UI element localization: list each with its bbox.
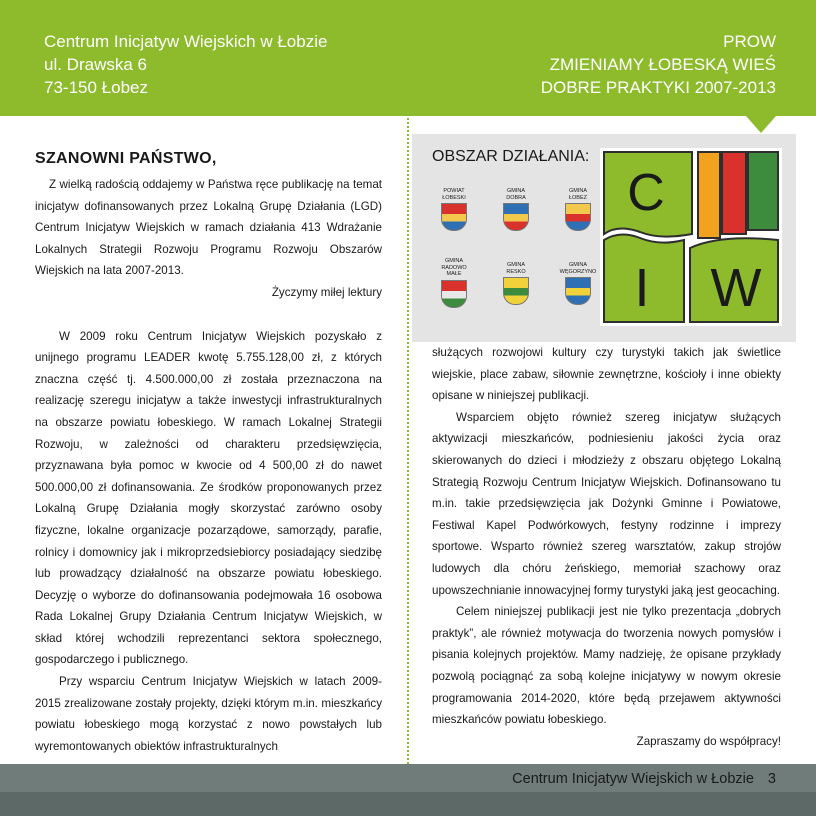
municipality-crest bbox=[550, 262, 606, 305]
paragraph-gap bbox=[35, 304, 382, 326]
page-footer bbox=[0, 764, 816, 816]
crest-label: RADOWO bbox=[441, 264, 467, 271]
crest-label: ŁOBEZ bbox=[568, 194, 588, 201]
publication-heading: ZMIENIAMY ŁOBESKĄ WIEŚ bbox=[549, 55, 776, 74]
logo-stripe-green bbox=[748, 152, 778, 230]
coat-of-arms-icon bbox=[565, 203, 591, 231]
publication-subheading: DOBRE PRAKTYKI 2007-2013 bbox=[540, 78, 776, 97]
postal-code-city: 73-150 Łobez bbox=[44, 78, 148, 97]
header-arrow-decoration bbox=[746, 116, 776, 133]
footer-strip bbox=[0, 792, 816, 816]
crest-label: WĘGORZYNO bbox=[559, 268, 597, 275]
ciw-logo bbox=[600, 148, 782, 326]
municipality-crest bbox=[488, 262, 544, 305]
program-name: PROW bbox=[723, 32, 776, 51]
logo-letter-i: I bbox=[634, 258, 650, 318]
crest-label: MAŁE bbox=[446, 271, 462, 278]
coat-of-arms-icon bbox=[565, 277, 591, 305]
column-divider bbox=[407, 118, 409, 764]
street-address: ul. Drawska 6 bbox=[44, 55, 147, 74]
projects-paragraph: Przy wsparciu Centrum Inicjatyw Wiejskich w latach 2009-2015 zrealizowane zostały projekty, dzięki którym m.in. mieszkańcy powiatu łobeskiego mogą korzystać z nowo powstałych lub wyremontowanych obiektów infrastrukturalnych bbox=[35, 675, 382, 753]
logo-letter-c: C bbox=[627, 164, 665, 222]
crest-label: POWIAT bbox=[443, 188, 465, 194]
crest-label: DOBRA bbox=[506, 194, 526, 201]
footer-organization: Centrum Inicjatyw Wiejskich w Łobzie bbox=[512, 771, 754, 787]
page-header bbox=[0, 0, 816, 116]
continued-paragraph: służących rozwojowi kultury czy turystyki takich jak świetlice wiejskie, place zabaw, siłownie zewnętrzne, kościoły i inne obiekty opisane w niniejszej publikacji. bbox=[432, 346, 781, 403]
municipality-crests-grid bbox=[422, 188, 608, 338]
municipality-crest bbox=[426, 188, 482, 231]
coat-of-arms-icon bbox=[441, 203, 467, 231]
page-number: 3 bbox=[767, 771, 776, 787]
right-column bbox=[432, 342, 781, 752]
closing-line: Zapraszamy do współpracy! bbox=[636, 734, 781, 748]
publication-title bbox=[541, 30, 776, 99]
municipality-crest bbox=[426, 258, 482, 308]
municipality-crest bbox=[488, 188, 544, 231]
logo-stripe-orange bbox=[698, 152, 720, 238]
left-column bbox=[35, 150, 382, 757]
wish-line: Życzymy miłej lektury bbox=[271, 285, 382, 299]
purpose-paragraph: Celem niniejszej publikacji jest nie tylko prezentacja „dobrych praktyk”, ale również motywacja do tworzenia nowych pomysłów i pisania kolejnych projektów. Mamy nadzieję, że opisane przykłady pozwolą pociągnąć za sobą kolejne inicjatywy w nowym okresie programowania 2014-2020, które będą przejawem aktywności mieszkańców powiatu łobeskiego. bbox=[432, 605, 781, 727]
footer-line bbox=[0, 770, 776, 788]
initiatives-paragraph: Wsparciem objęto również szereg inicjatyw służących aktywizacji mieszkańców, podniesieniu jakości życia oraz skierowanych do dzieci i młodzieży z obszaru objętego Lokalną Strategią Rozwoju Centrum Inicjatyw Wiejskich. Dofinansowano tu m.in. takie przedsięwzięcia jak Dożynki Gminne i Powiatowe, Festiwal Kapel Podwórkowych, festyny rodzinne i imprezy sportowe. Wsparto również szereg warsztatów, zakup strojów ludowych dla chóru żeńskiego, memoriał szachowy oraz upowszechnianie innowacyjnej formy turystyki jaką jest geocaching. bbox=[432, 410, 781, 597]
intro-paragraph: Z wielką radością oddajemy w Państwa ręce publikację na temat inicjatyw dofinansowanych przez Lokalną Grupę Działania (LGD) Centrum Inicjatyw Wiejskich w ramach działania 413 Wdrażanie Lokalnych Strategii Rozwoju Programu Rozwoju Obszarów Wiejskich na lata 2007-2013. bbox=[35, 178, 382, 278]
greeting-heading: SZANOWNI PAŃSTWO, bbox=[35, 150, 217, 167]
organization-name: Centrum Inicjatyw Wiejskich w Łobzie bbox=[44, 32, 328, 51]
crest-label: GMINA bbox=[568, 188, 588, 194]
crest-label: ŁOBESKI bbox=[442, 194, 466, 201]
coat-of-arms-icon bbox=[503, 277, 529, 305]
coat-of-arms-icon bbox=[441, 280, 467, 308]
logo-stripe-red bbox=[722, 152, 746, 234]
municipality-crest bbox=[550, 188, 606, 231]
crest-label: GMINA bbox=[568, 262, 588, 268]
crest-label: RESKO bbox=[506, 268, 526, 275]
area-panel bbox=[412, 134, 796, 342]
crest-label: GMINA bbox=[506, 262, 526, 268]
area-title: OBSZAR DZIAŁANIA: bbox=[432, 148, 590, 165]
coat-of-arms-icon bbox=[503, 203, 529, 231]
crest-label: GMINA bbox=[506, 188, 526, 194]
crest-label: GMINA bbox=[444, 258, 464, 264]
logo-letter-w: W bbox=[710, 258, 762, 318]
funding-paragraph: W 2009 roku Centrum Inicjatyw Wiejskich pozyskało z unijnego programu LEADER kwotę 5.755.128,00 zł, z których znaczna część tj. 4.500.000,00 zł została przeznaczona na realizację szeregu inicjatyw a także inwestycji infrastrukturalnych na obszarze powiatu łobeskiego. W ramach Lokalnej Strategii Rozwoju, w zależności od charakteru przedsięwzięcia, przyznawana była pomoc w kwocie od 4 500,00 zł do nawet 500.000,00 zł dofinansowania. Ze środków proponowanych przez Lokalną Grupę Działania mogły skorzystać zarówno osoby fizyczne, lokalne organizacje pozarządowe, samorządy, parafie, rolnicy i domownicy jak i mikroprzedsiebiorcy posiadający siedzibę lub prowadzący działalność na obszarze powiatu łobeskiego. Decyzję o wyborze do dofinansowania podejmowała 16 osobowa Rada Lokalnej Grupy Działania Centrum Inicjatyw Wiejskich, w skład której wchodzili reprezentanci sektora społecznego, gospodarczego i publicznego. bbox=[35, 329, 382, 667]
organization-address bbox=[44, 30, 327, 99]
